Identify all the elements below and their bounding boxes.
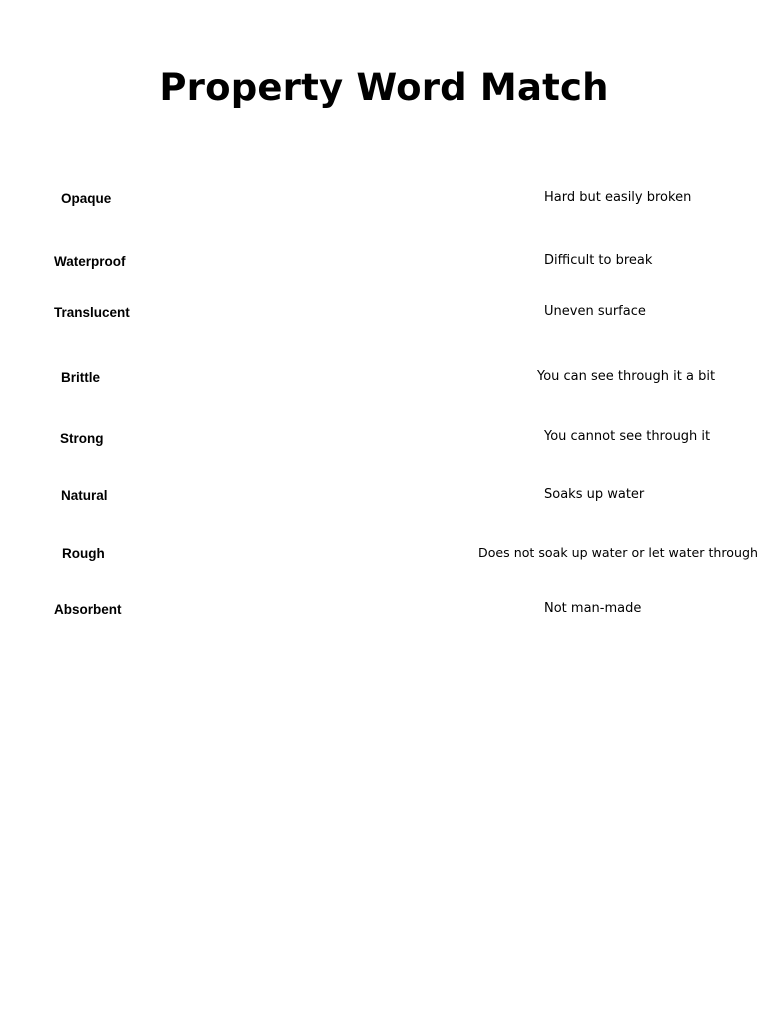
word-absorbent: Absorbent: [54, 602, 122, 617]
definition-item: Not man-made: [544, 601, 642, 616]
word-brittle: Brittle: [61, 370, 101, 385]
definition-item: You can see through it a bit: [537, 369, 716, 384]
word-natural: Natural: [61, 488, 108, 503]
word-translucent: Translucent: [54, 305, 130, 320]
definition-item: Uneven surface: [544, 304, 646, 319]
page-title: Property Word Match: [159, 66, 609, 109]
definition-item: Difficult to break: [544, 253, 653, 268]
definition-item: Hard but easily broken: [544, 190, 692, 205]
definition-item: Does not soak up water or let water through: [478, 545, 758, 560]
word-strong: Strong: [60, 431, 104, 446]
word-rough: Rough: [62, 546, 105, 561]
word-waterproof: Waterproof: [54, 254, 126, 269]
definition-item: Soaks up water: [544, 487, 645, 502]
definition-item: You cannot see through it: [544, 429, 711, 444]
word-opaque: Opaque: [61, 191, 112, 206]
